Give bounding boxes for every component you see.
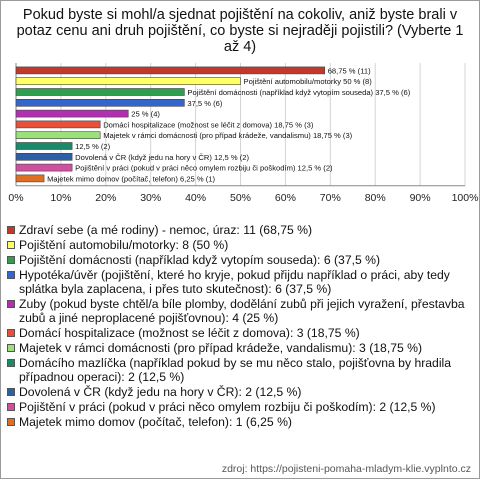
- x-tick-label: 50%: [229, 191, 252, 204]
- bar: [16, 175, 44, 182]
- legend-swatch: [7, 241, 15, 249]
- bar: [16, 110, 128, 117]
- legend-label: Hypotéka/úvěr (pojištění, které ho kryje, pokud přijdu například o práci, aby tedy splátka byla zaplacena, i přes tuto skutečnost): 6 (37,5 %): [19, 268, 450, 296]
- legend-label: Pojištění automobilu/motorky: 8 (50 %): [19, 238, 229, 252]
- legend-label: Majetek v rámci domácnosti (pro případ krádeže, vandalismu): 3 (18,75 %): [19, 341, 423, 355]
- legend-item: [7, 400, 475, 414]
- x-tick-label: 60%: [274, 191, 296, 204]
- bar: [16, 99, 184, 106]
- chart-title: Pokud byste si mohl/a sjednat pojištění na cokoliv, aniž byste brali v potaz cenu ani druh pojištění, co byste si nejraději pojistili? (Vyberte 1 až 4): [16, 7, 464, 55]
- legend-swatch: [7, 226, 15, 234]
- legend-swatch: [7, 256, 15, 264]
- legend-swatch: [7, 344, 15, 352]
- legend-item: [7, 223, 475, 237]
- x-tick-label: 10%: [50, 191, 72, 204]
- bar: [16, 78, 241, 85]
- bar-chart: [1, 61, 479, 223]
- legend-swatch: [7, 359, 15, 367]
- legend-swatch: [7, 388, 15, 396]
- bar: [16, 132, 100, 139]
- legend-item: [7, 356, 475, 384]
- bar-data-label: Majetek v rámci domácnosti (pro případ krádeže, vandalismu) 18,75 % (3): [103, 131, 353, 141]
- x-tick-label: 20%: [95, 191, 117, 204]
- bar-data-label: 25 % (4): [131, 109, 160, 119]
- legend-item: [7, 341, 475, 355]
- bar-data-label: Pojištění automobilu/motorky 50 % (8): [243, 77, 372, 87]
- legend-swatch: [7, 271, 15, 279]
- x-tick-label: 70%: [319, 191, 341, 204]
- bar: [16, 121, 100, 128]
- legend-swatch: [7, 418, 15, 426]
- legend-swatch: [7, 300, 15, 308]
- chart-legend: [7, 223, 475, 430]
- bar: [16, 89, 184, 96]
- x-tick-label: 0%: [8, 191, 24, 204]
- x-tick-label: 90%: [409, 191, 431, 204]
- legend-item: [7, 253, 475, 267]
- legend-label: Domácí hospitalizace (možnost se léčit z domova): 3 (18,75 %): [19, 326, 360, 340]
- legend-swatch: [7, 403, 15, 411]
- x-tick-label: 80%: [364, 191, 386, 204]
- legend-item: [7, 385, 475, 399]
- bar: [16, 153, 72, 160]
- bar-data-label: Pojištění domácnosti (například když vytopím souseda) 37,5 % (6): [187, 88, 411, 97]
- bar-data-label: 12,5 % (2): [75, 142, 111, 151]
- legend-item: [7, 268, 475, 296]
- x-tick-label: 30%: [140, 191, 162, 204]
- bar: [16, 164, 72, 171]
- bar-data-label: Pojištění v práci (pokud v práci něco omylem rozbiju či poškodím) 12,5 % (2): [75, 163, 333, 173]
- bar-data-label: Dovolená v ČR (když jedu na hory v ČR) 12,5 % (2): [75, 152, 250, 162]
- legend-item: [7, 297, 475, 325]
- legend-label: Domácího mazlíčka (například pokud by se mu něco stalo, pojišťovna by hradila případnou operaci): 2 (12,5 %): [19, 356, 452, 384]
- legend-label: Dovolená v ČR (když jedu na hory v ČR): 2 (12,5 %): [19, 385, 302, 399]
- legend-label: Zdraví sebe (a mé rodiny) - nemoc, úraz: 11 (68,75 %): [19, 223, 313, 237]
- bar-data-label: Domácí hospitalizace (možnost se léčit z domova) 18,75 % (3): [103, 120, 314, 130]
- bar-data-label: Majetek mimo domov (počítač, telefon) 6,25 % (1): [47, 174, 216, 184]
- legend-item: [7, 415, 475, 429]
- legend-label: Zuby (pokud byste chtěl/a bíle plomby, dodělání zubů při jejich vyražení, přestavba zubů a jiné neproplacené pojišťovnou): 4 (25 %): [19, 297, 465, 325]
- x-tick-label: 40%: [185, 191, 207, 204]
- source-note: zdroj: https://pojisteni-pomaha-mladym-klie.vyplnto.cz: [221, 463, 471, 475]
- legend-item: [7, 326, 475, 340]
- bar: [16, 143, 72, 150]
- legend-label: Pojištění v práci (pokud v práci něco omylem rozbiju či poškodím): 2 (12,5 %): [19, 400, 436, 414]
- bar-data-label: 37,5 % (6): [187, 98, 223, 108]
- x-tick-label: 100%: [451, 191, 479, 204]
- bar: [16, 67, 325, 74]
- legend-item: [7, 238, 475, 252]
- bar-data-label: 68,75 % (11): [327, 66, 371, 76]
- legend-label: Pojištění domácnosti (například když vytopím souseda): 6 (37,5 %): [19, 253, 381, 267]
- legend-swatch: [7, 329, 15, 337]
- legend-label: Majetek mimo domov (počítač, telefon): 1 (6,25 %): [19, 415, 292, 429]
